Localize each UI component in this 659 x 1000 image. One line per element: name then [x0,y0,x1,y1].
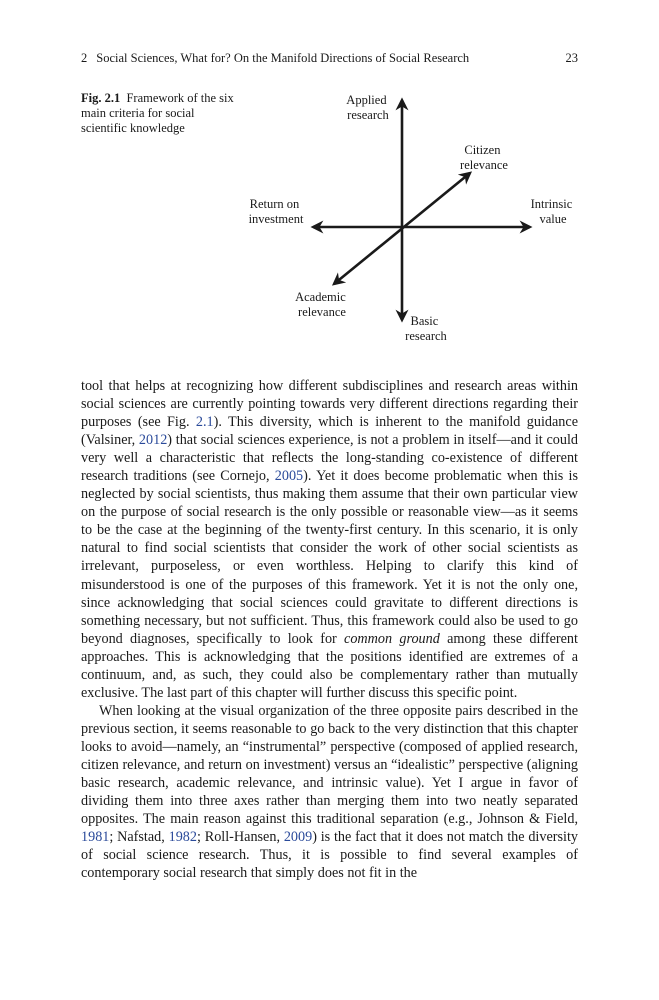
figure-label: Fig. 2.1 [81,91,121,105]
paragraph-1: tool that helps at recognizing how different subdisciplines and research areas within social sciences are currently pointing towards very different directions regarding their purposes (see Fig. 2.1). This diversity, which is inherent to the manifold guidance (Valsiner, 2012) that social sciences experience, is not a problem in itself—and it could very well a characteristic that reflects the long-standing co-existence of different research traditions (see Cornejo, 2005). Yet it does become problematic when this is neglected by social scientists, thus making them assume that their own particular view on the purpose of social research is the only possible or reasonable view—as it seems to be the case at the beginning of the twenty-first century. In this scenario, it is only natural to find social scientists that consider the work of other social scientists as irrelevant, purposeless, or even worthless. Helping to clarify this kind of misunderstood is one of the purposes of this framework. Yet it is not the only one, since acknowledging that social sciences could gravitate to different directions is something necessary, but not sufficient. Thus, this framework could also be used to go beyond diagnoses, specifically to look for common ground among these different approaches. This is acknowledging that the positions identified are extremes of a continuum, and, as such, they could also be complementary rather than mutually exclusive. The last part of this chapter will further discuss this specific point. [81,378,578,701]
figure-reference-link[interactable]: 2.1 [195,414,214,431]
figure-caption [81,91,241,136]
citation-nafstad-link[interactable]: 1982 [168,829,197,846]
framework-diagram [230,80,573,350]
label-basic-research: Basic research [405,314,447,343]
chapter-number: 2 [81,51,88,65]
citation-valsiner-link[interactable]: 2012 [138,432,168,449]
citation-johnson-link[interactable]: 1981 [81,829,110,846]
body-text [81,377,578,882]
paragraph-2: When looking at the visual organization of the three opposite pairs described in the previous section, it seems reasonable to go back to the very distinction that this chapter looks to avoid—namely, an “instrumental” perspective (composed of applied research, citizen relevance, and return on investment) versus an “idealistic” perspective (aligning basic research, academic relevance, and intrinsic value). Yet I argue in favor of dividing them into three axes rather than merging them into two neatly separated opposites. The main reason against this traditional separation (e.g., Johnson & Field, 1981; Nafstad, 1982; Roll-Hansen, 2009) is the fact that it does not match the diversity of social science research. Thus, it is possible to find several examples of contemporary social research that simply does not fit in the [81,702,578,882]
label-intrinsic-value: Intrinsic value [530,197,573,226]
label-academic-relevance: Academic relevance [295,290,346,319]
label-return-on-investment: Return on investment [248,197,304,226]
chapter-title: Social Sciences, What for? On the Manifold Directions of Social Research [96,51,470,65]
figure-caption-text: Framework of the six main criteria for social scientific knowledge [81,91,234,135]
label-applied-research: Applied research [346,93,389,122]
running-head [81,50,578,66]
label-citizen-relevance: Citizen relevance [460,143,508,172]
page-number: 23 [565,51,578,65]
citation-rollhansen-link[interactable]: 2009 [283,829,313,846]
emphasis-common-ground: common ground [344,630,440,647]
citation-cornejo-link[interactable]: 2005 [274,468,304,485]
